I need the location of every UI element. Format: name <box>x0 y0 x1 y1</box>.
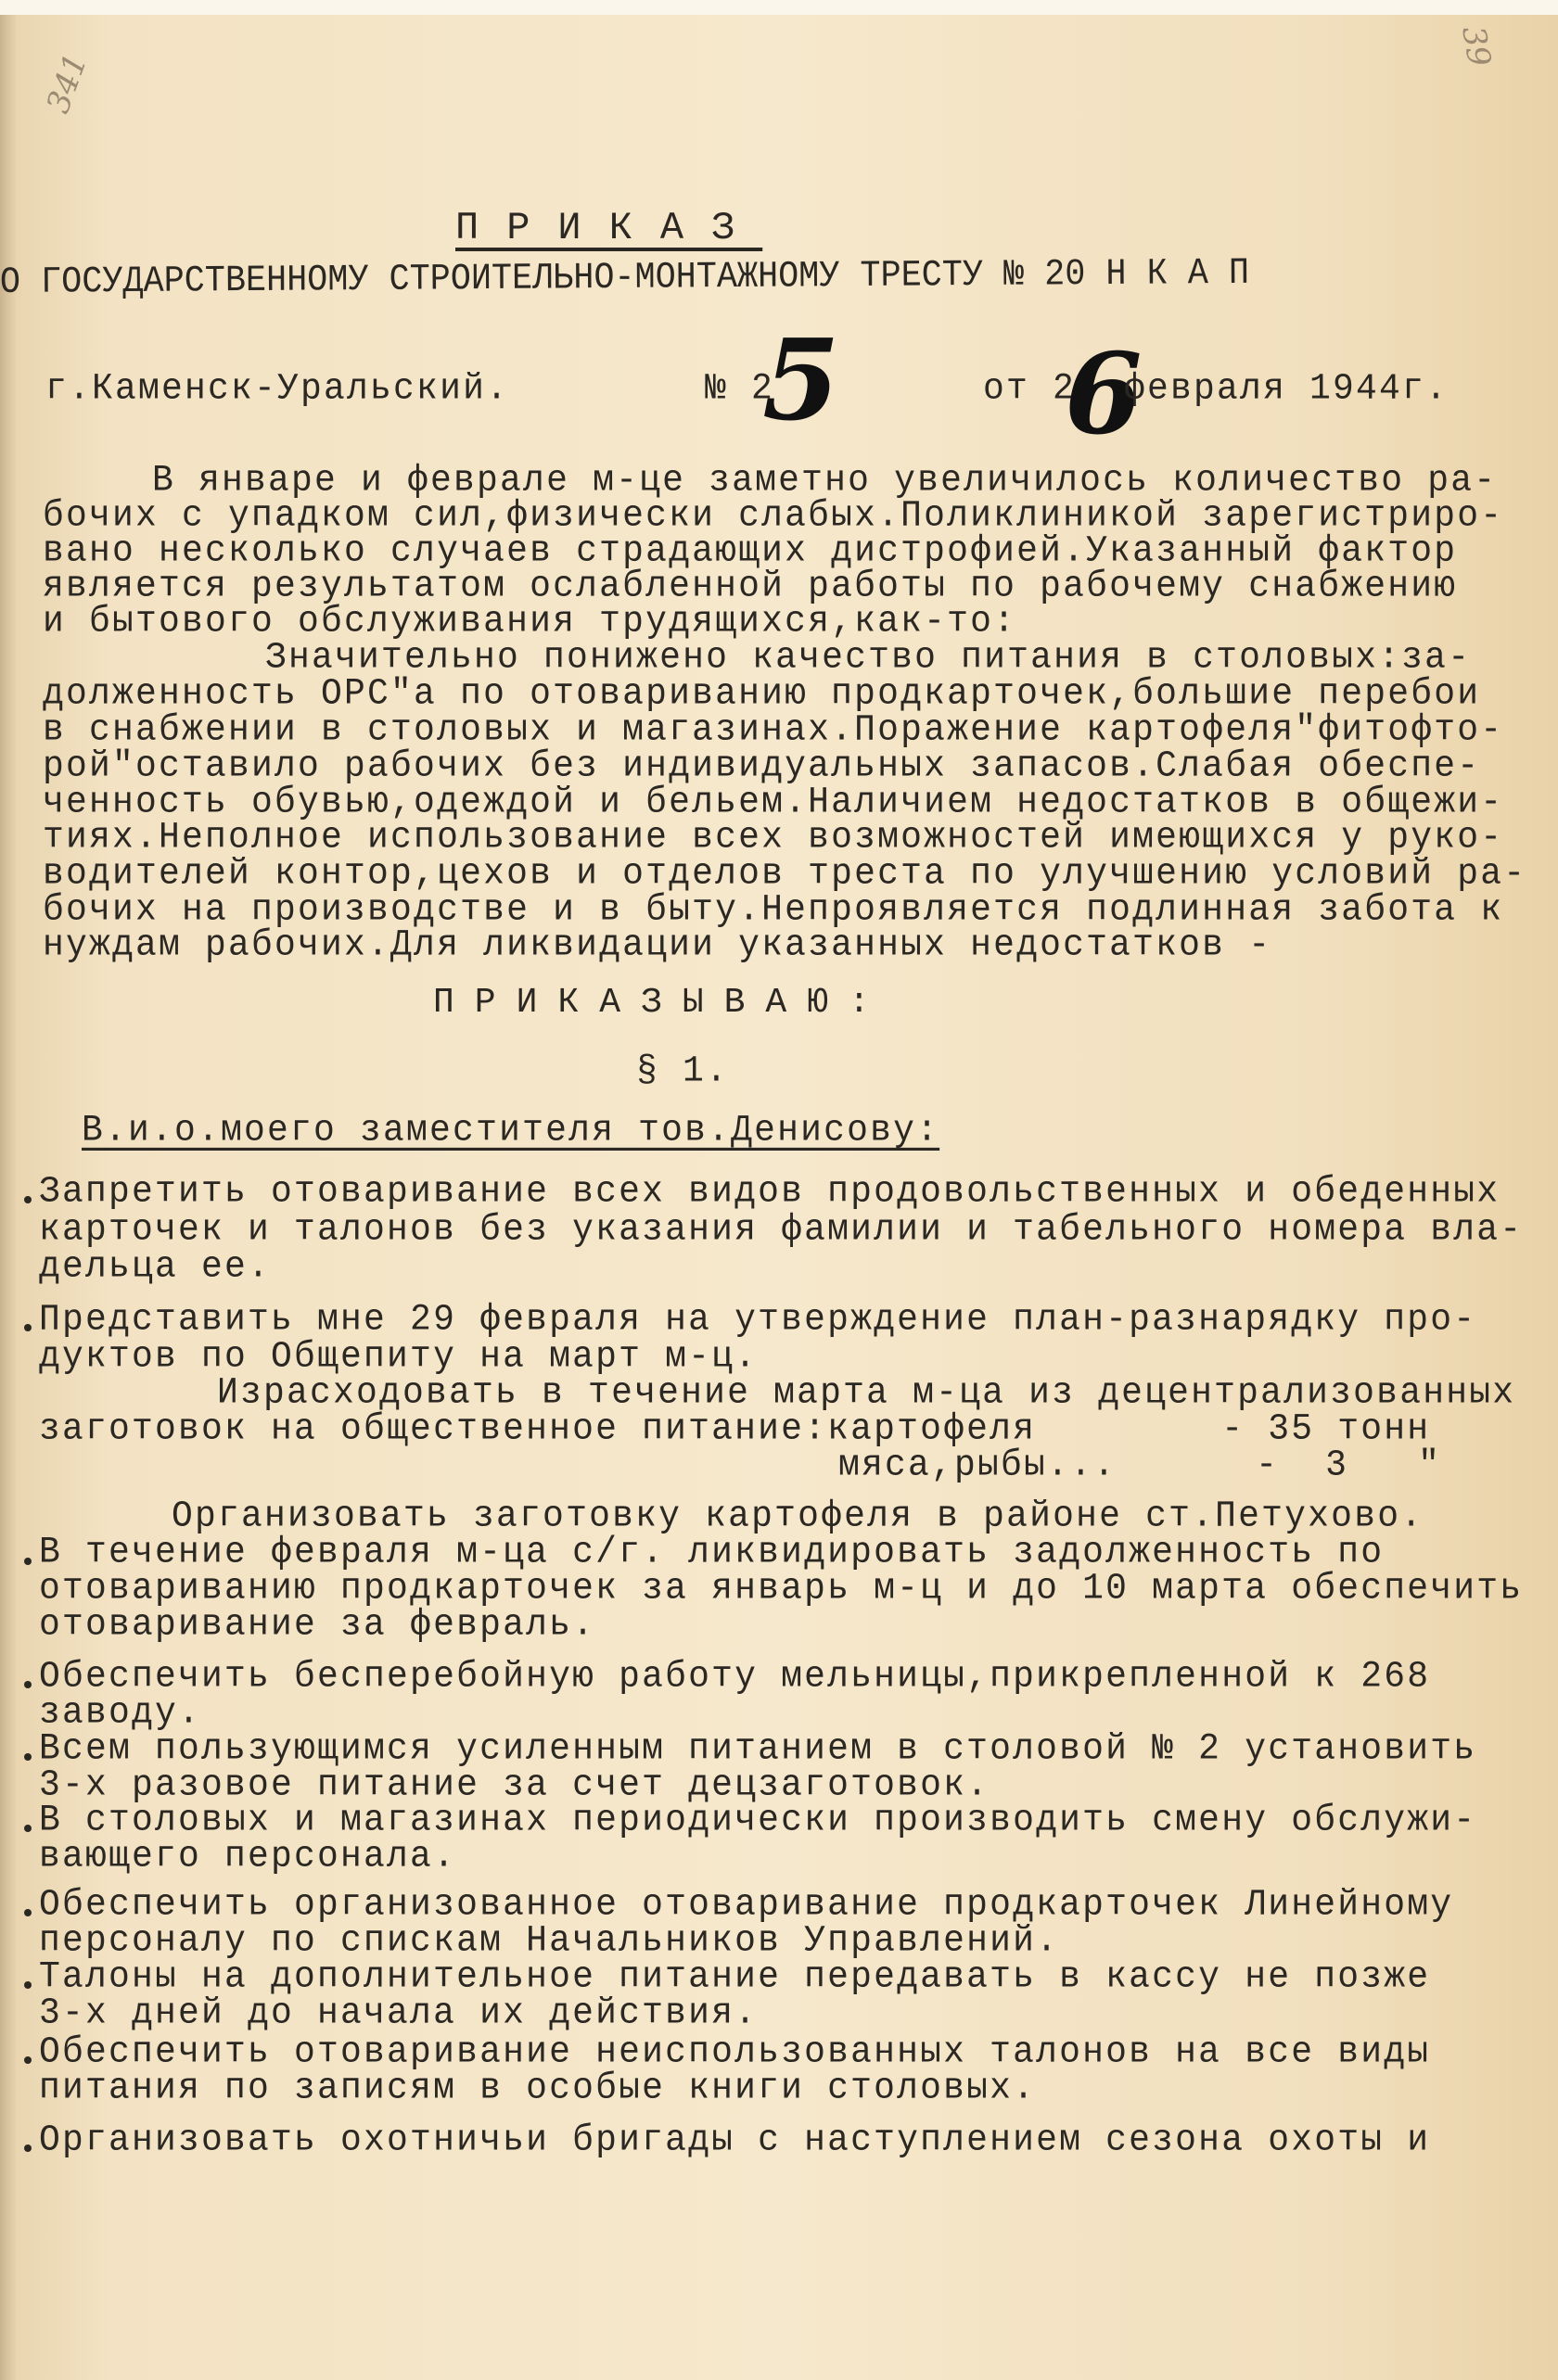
item-line: мяса,рыбы... - 3 " <box>838 1444 1442 1487</box>
item-line: 3-х разовое питание за счет децзаготовок. <box>39 1763 990 1807</box>
bullet <box>24 2056 32 2064</box>
item-line: вающего персонала. <box>39 1835 457 1878</box>
date-day-handwritten: 6 <box>1065 329 1143 460</box>
preamble-line: вано несколько случаев страдающих дистрофией.Указанный фактор <box>43 529 1458 573</box>
item-line: Запретить отоваривание всех видов продовольственных и обеденных <box>39 1170 1501 1214</box>
date-typed-prefix: от 2 <box>983 367 1077 411</box>
item-line: заготовок на общественное питание:картофеля - 35 тонн <box>39 1407 1431 1451</box>
order-word: ПРИКАЗЫВАЮ: <box>433 983 890 1023</box>
city: г.Каменск-Уральский. <box>45 367 510 411</box>
item-line: дельца ее. <box>39 1245 272 1289</box>
scan-top-edge <box>0 0 1558 15</box>
archive-mark-right: 39 <box>1454 23 1499 70</box>
item-line: Обеспечить отоваривание неиспользованных талонов на все виды <box>39 2030 1431 2074</box>
item-line: отовариванию продкарточек за январь м-ц и до 10 марта обеспечить <box>39 1567 1524 1610</box>
item-line: дуктов по Общепиту на март м-ц. <box>39 1335 759 1379</box>
preamble-line: Значительно понижено качество питания в столовых:за- <box>265 636 1472 680</box>
bullet <box>24 1681 32 1688</box>
preamble-line: тиях.Неполное использование всех возможностей имеющихся у руко- <box>43 816 1504 859</box>
item-line: персоналу по спискам Начальников Управлений. <box>39 1919 1060 1963</box>
item-line: Организовать заготовку картофеля в районе ст.Петухово. <box>172 1495 1424 1538</box>
item-line: отоваривание за февраль. <box>39 1603 596 1647</box>
item-line: питания по записям в особые книги столовых. <box>39 2067 1037 2110</box>
preamble-line: ченность обувью,одеждой и бельем.Наличием недостатков в общежи- <box>43 781 1504 824</box>
order-number-typed: № 2 <box>705 367 775 411</box>
section-number: § 1. <box>636 1050 730 1093</box>
bullet <box>24 1753 32 1761</box>
bullet <box>24 1324 32 1331</box>
item-line: В течение февраля м-ца с/г. ликвидировать задолженность по <box>39 1531 1385 1574</box>
item-line: Организовать охотничьи бригады с наступлением сезона охоты и <box>39 2119 1431 2162</box>
addressee: В.и.о.моего заместителя тов.Денисову: <box>82 1109 940 1152</box>
preamble-line: водителей контор,цехов и отделов треста по улучшению условий ра- <box>43 852 1527 896</box>
preamble-line: бочих с упадком сил,физически слабых.Поликлиникой зарегистриро- <box>43 494 1504 538</box>
bullet <box>24 1196 32 1203</box>
preamble-line: бочих на производстве и в быту.Непроявляется подлинная забота к <box>43 888 1504 932</box>
preamble-line: рой"оставило рабочих без индивидуальных запасов.Слабая обеспе- <box>43 745 1481 788</box>
item-line: Обеспечить бесперебойную работу мельницы,прикрепленной к 268 <box>39 1655 1431 1699</box>
item-line: Представить мне 29 февраля на утверждение план-разнарядку про- <box>39 1298 1477 1342</box>
item-line: Талоны на дополнительное питание передавать в кассу не позже <box>39 1955 1431 1999</box>
order-number-handwritten: 5 <box>762 315 840 446</box>
preamble-line: является результатом ослабленной работы по рабочему снабжению <box>43 565 1458 608</box>
item-line: заводу. <box>39 1691 202 1735</box>
item-line: 3-х дней до начала их действия. <box>39 1992 759 2035</box>
bullet <box>24 1558 32 1565</box>
bullet <box>24 1825 32 1832</box>
document-title: ПРИКАЗ <box>455 206 763 250</box>
archive-mark-left: 341 <box>39 48 96 119</box>
bullet <box>24 2145 32 2152</box>
item-line: В столовых и магазинах периодически производить смену обслужи- <box>39 1799 1477 1842</box>
item-line: карточек и талонов без указания фамилии и табельного номера вла- <box>39 1208 1524 1252</box>
bullet <box>24 1981 32 1989</box>
organization-line: О ГОСУДАРСТВЕННОМУ СТРОИТЕЛЬНО-МОНТАЖНОМУ ТРЕСТУ № 20 Н К А П <box>0 252 1250 304</box>
preamble-line: и бытового обслуживания трудящихся,как-то: <box>43 600 1017 643</box>
date-month-year: февраля 1944г. <box>1124 367 1449 411</box>
bullet <box>24 1909 32 1916</box>
preamble-line: долженность ОРС"а по отовариванию продкарточек,большие перебои <box>43 672 1481 716</box>
preamble-line: В январе и феврале м-це заметно увеличилось количество ра- <box>152 459 1498 503</box>
preamble-line: нуждам рабочих.Для ликвидации указанных недостатков - <box>43 923 1272 967</box>
item-line: Израсходовать в течение марта м-ца из децентрализованных <box>217 1371 1516 1415</box>
item-line: Всем пользующимся усиленным питанием в столовой № 2 установить <box>39 1727 1477 1771</box>
preamble-line: в снабжении в столовых и магазинах.Поражение картофеля"фитофто- <box>43 708 1504 752</box>
item-line: Обеспечить организованное отоваривание продкарточек Линейному <box>39 1883 1454 1927</box>
